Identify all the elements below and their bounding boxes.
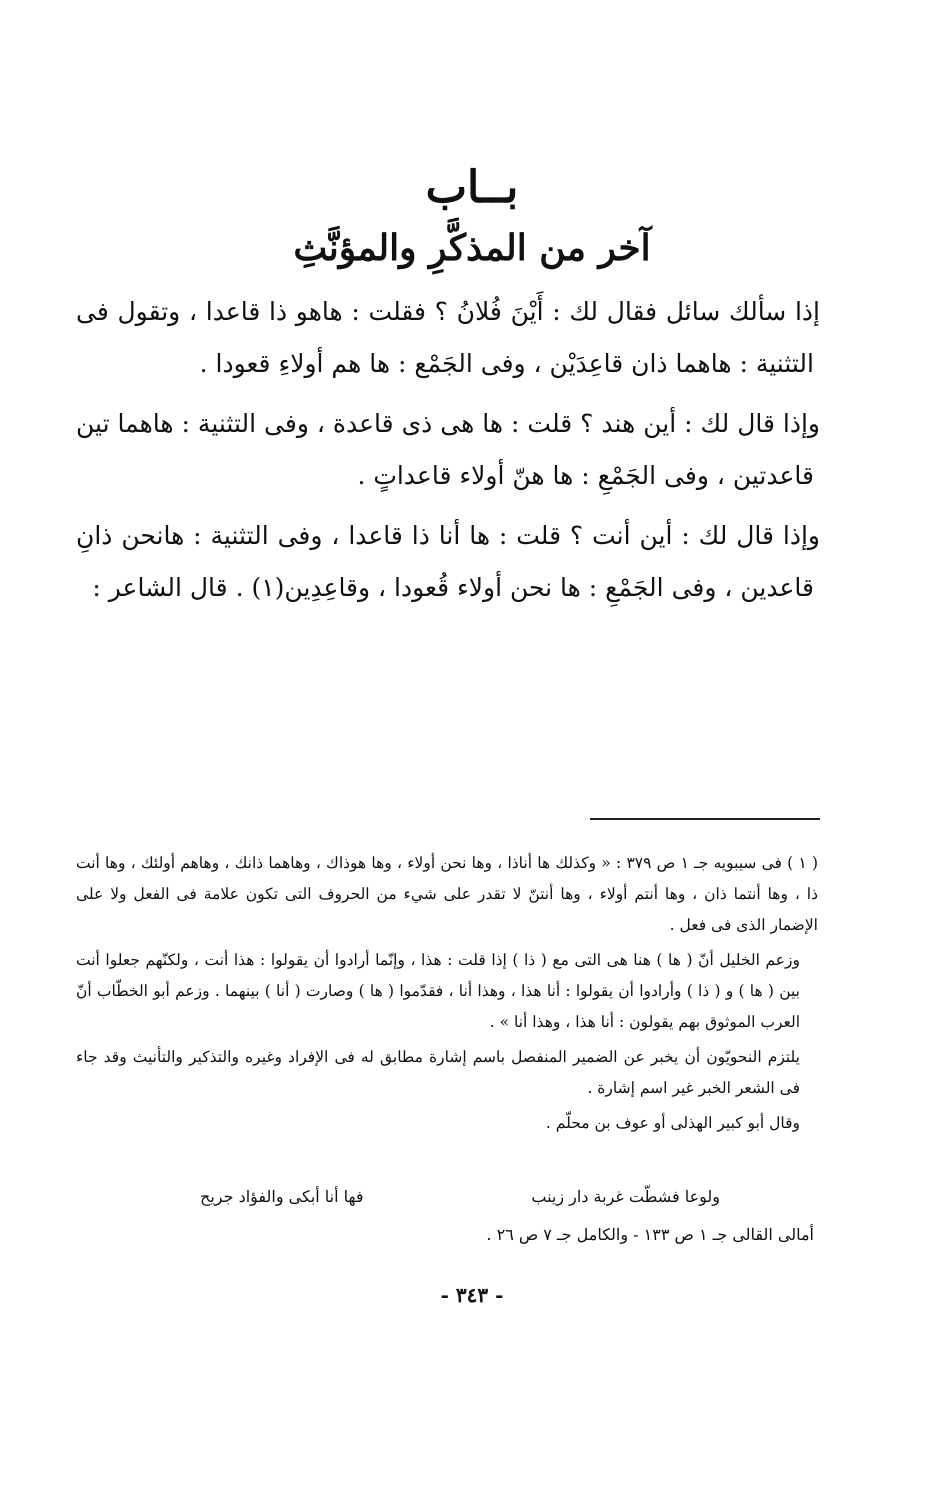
chapter-heading: بــاب — [425, 162, 519, 213]
body-paragraph: وإذا قال لك : أين أنت ؟ قلت : ها أنا ذا قاعدا ، وفى التثنية : هانحن ذانِ قاعدين ، وفى الجَمْعِ : ها نحن أولاء قُعودا ، وقاعِدِين(١) . قال الشاعر : — [76, 521, 820, 602]
body-paragraph: إذا سألك سائل فقال لك : أَيْنَ فُلانُ ؟ فقلت : هاهو ذا قاعدا ، وتقول فى التثنية : هاهما ذان قاعِدَيْن ، وفى الجَمْع : ها هم أولاءِ قعودا . — [76, 297, 820, 378]
verse-second-hemistich: فها أنا أبكى والفؤاد جريح — [200, 1187, 364, 1206]
footnote-paragraph: يلتزم النحويّون أن يخبر عن الضمير المنفصل باسم إشارة مطابق له فى الإفراد وغيره والتذكير والتأنيث وقد جاء فى الشعر الخبر غير اسم إشارة . — [76, 1048, 800, 1097]
body-paragraph: وإذا قال لك : أين هند ؟ قلت : ها هى ذى قاعدة ، وفى التثنية : هاهما تين قاعدتين ، وفى الجَمْعِ : ها هنّ أولاء قاعداتٍ . — [76, 409, 820, 490]
poetry-verse — [200, 1182, 720, 1212]
chapter-title: آخر من المذكَّرِ والمؤنَّثِ — [293, 227, 651, 269]
footnote-paragraph: وزعم الخليل أنّ ( ها ) هنا هى التى مع ( ذا ) إذا قلت : هذا ، وإنّما أرادوا أن يقولوا : هذا أنت ، ولكنّهم جعلوا أنت بين ( ها ) و ( ذا ) وأرادوا أن يقولوا : أنا هذا ، وهذا أنا ، فقدّموا ( ها ) وصارت ( أنا ) بينهما . وزعم أبو الخطّاب أنّ العرب الموثوق بهم يقولون : أنا هذا ، وهذا أنا » . — [76, 951, 800, 1031]
page-number: - ٣٤٣ - — [440, 1283, 504, 1307]
footnote-separator — [590, 818, 820, 820]
footnote-source: أمالى القالى جـ ١ ص ١٣٣ - والكامل جـ ٧ ص ٢٦ . — [486, 1225, 814, 1244]
footnote-paragraph: ( ١ ) فى سيبويه جـ ١ ص ٣٧٩ : « وكذلك ها أناذا ، وها نحن أولاء ، وها هوذاك ، وهاهما ذانك ، وهاهم أولئك ، وها أنت ذا ، وها أنتما ذان ، وها أنتم أولاء ، وها أنتنّ لا تقدر على شيء من الحروف التى تكون علامة فى الفعل ولا على الإضمار الذى فى فعل . — [76, 854, 819, 934]
body-text — [76, 286, 820, 622]
footnotes — [76, 848, 818, 1143]
verse-first-hemistich: ولوعا فشطّت غربة دار زينب — [531, 1187, 720, 1206]
footnote-paragraph: وقال أبو كبير الهذلى أو عوف بن محلّم . — [545, 1114, 800, 1132]
